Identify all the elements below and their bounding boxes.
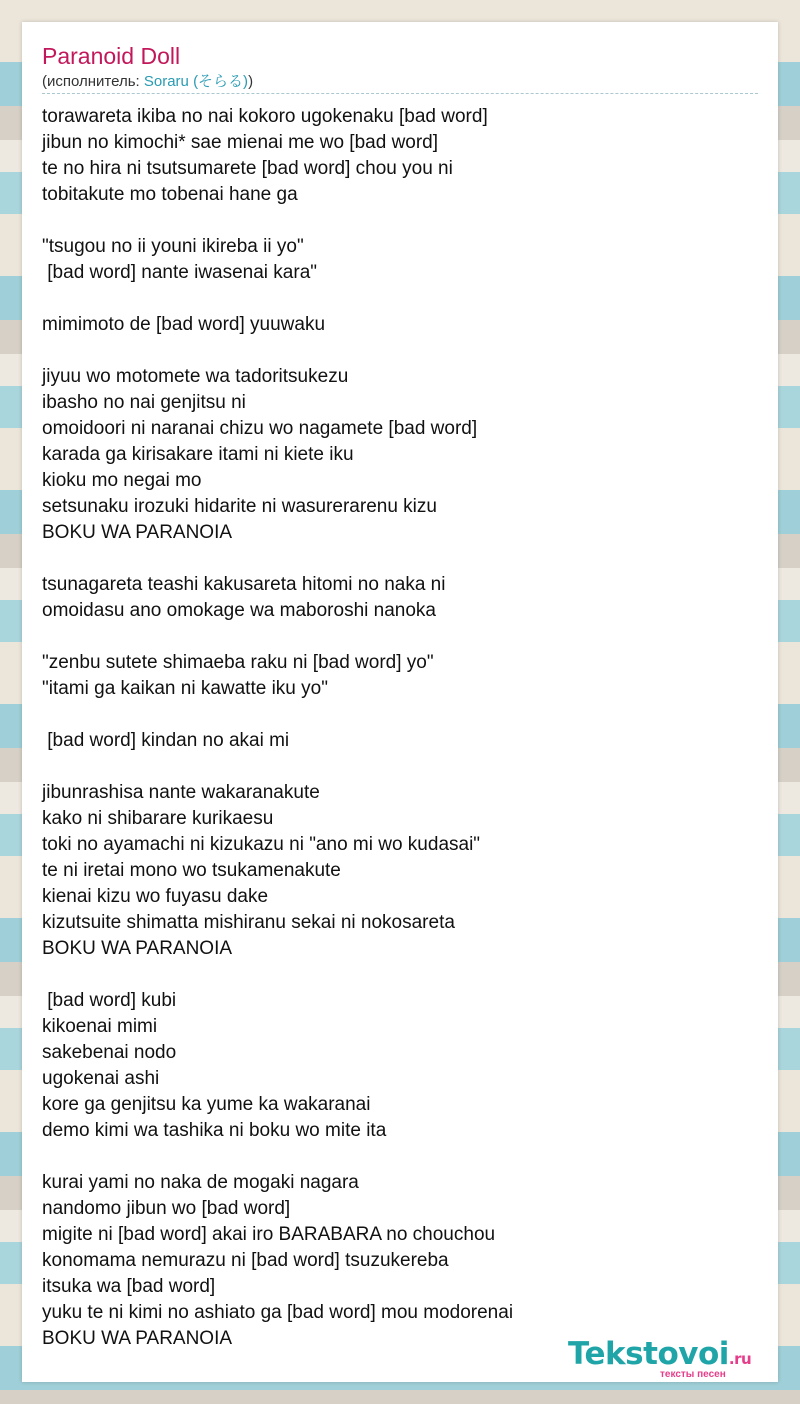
lyric-line: ibasho no nai genjitsu ni <box>42 392 246 413</box>
brand-tagline: тексты песен <box>660 1369 726 1380</box>
lyric-line: [bad word] kindan no akai mi <box>42 730 290 751</box>
lyric-line: demo kimi wa tashika ni boku wo mite ita <box>42 1120 387 1141</box>
lyric-line: sakebenai nodo <box>42 1042 177 1063</box>
lyric-line <box>42 286 758 312</box>
lyric-line: yuku te ni kimi no ashiato ga [bad word] mou modorenai <box>42 1302 514 1323</box>
lyric-line: toki no ayamachi ni kizukazu ni "ano mi wo kudasai" <box>42 834 481 855</box>
lyric-line: jibunrashisa nante wakaranakute <box>42 782 320 803</box>
lyric-line: kurai yami no naka de mogaki nagara <box>42 1172 359 1193</box>
lyric-line: kikoenai mimi <box>42 1016 158 1037</box>
lyric-line <box>42 208 758 234</box>
lyric-line: ugokenai ashi <box>42 1068 160 1089</box>
lyric-line: kioku mo negai mo <box>42 470 202 491</box>
lyric-line: tobitakute mo tobenai hane ga <box>42 184 298 205</box>
artist-link[interactable]: Soraru (そらる) <box>143 73 249 90</box>
lyric-line: jibun no kimochi* sae mienai me wo [bad word] <box>42 132 439 153</box>
lyric-line: nandomo jibun wo [bad word] <box>42 1198 291 1219</box>
lyric-line: kizutsuite shimatta mishiranu sekai ni nokosareta <box>42 912 455 933</box>
lyric-line <box>42 962 758 988</box>
lyric-line: itsuka wa [bad word] <box>42 1276 216 1297</box>
lyric-line: "tsugou no ii youni ikireba ii yo" <box>42 236 304 257</box>
lyric-line: mimimoto de [bad word] yuuwaku <box>42 314 326 335</box>
brand-tld: .ru <box>728 1350 752 1368</box>
lyric-line: kore ga genjitsu ka yume ka wakaranai <box>42 1094 371 1115</box>
artist-suffix: ) <box>248 73 254 90</box>
lyric-line: "zenbu sutete shimaeba raku ni [bad word] yo" <box>42 652 434 673</box>
lyric-line: konomama nemurazu ni [bad word] tsuzukereba <box>42 1250 449 1271</box>
lyric-line: tsunagareta teashi kakusareta hitomi no naka ni <box>42 574 446 595</box>
lyrics-card <box>22 22 778 1382</box>
brand-name: Tekstovoi <box>568 1336 729 1372</box>
lyric-line: BOKU WA PARANOIA <box>42 1328 233 1349</box>
lyric-line: omoidoori ni naranai chizu wo nagamete [bad word] <box>42 418 478 439</box>
lyric-line: jiyuu wo motomete wa tadoritsukezu <box>42 366 349 387</box>
lyric-line: "itami ga kaikan ni kawatte iku yo" <box>42 678 328 699</box>
lyric-line: te no hira ni tsutsumarete [bad word] chou you ni <box>42 158 453 179</box>
lyric-line: karada ga kirisakare itami ni kiete iku <box>42 444 354 465</box>
lyric-line: kienai kizu wo fuyasu dake <box>42 886 269 907</box>
lyric-line <box>42 338 758 364</box>
lyric-line: BOKU WA PARANOIA <box>42 938 233 959</box>
title-divider <box>42 93 758 94</box>
lyric-line: setsunaku irozuki hidarite ni wasurerarenu kizu <box>42 496 437 517</box>
brand-logo[interactable] <box>568 1336 778 1380</box>
artist-prefix: (исполнитель: <box>42 73 144 90</box>
lyric-line: BOKU WA PARANOIA <box>42 522 233 543</box>
lyric-line <box>42 754 758 780</box>
lyric-line: te ni iretai mono wo tsukamenakute <box>42 860 341 881</box>
lyric-line: [bad word] nante iwasenai kara" <box>42 262 318 283</box>
lyric-line: [bad word] kubi <box>42 990 177 1011</box>
lyric-line: torawareta ikiba no nai kokoro ugokenaku [bad word] <box>42 106 488 127</box>
lyric-line <box>42 546 758 572</box>
song-title: Paranoid Doll <box>42 43 181 69</box>
lyric-line: omoidasu ano omokage wa maboroshi nanoka <box>42 600 436 621</box>
lyric-line: kako ni shibarare kurikaesu <box>42 808 274 829</box>
lyrics-text <box>42 104 758 1352</box>
lyric-line <box>42 624 758 650</box>
lyric-line <box>42 702 758 728</box>
lyric-line <box>42 1144 758 1170</box>
lyric-line: migite ni [bad word] akai iro BARABARA no chouchou <box>42 1224 496 1245</box>
artist-line <box>42 73 253 91</box>
